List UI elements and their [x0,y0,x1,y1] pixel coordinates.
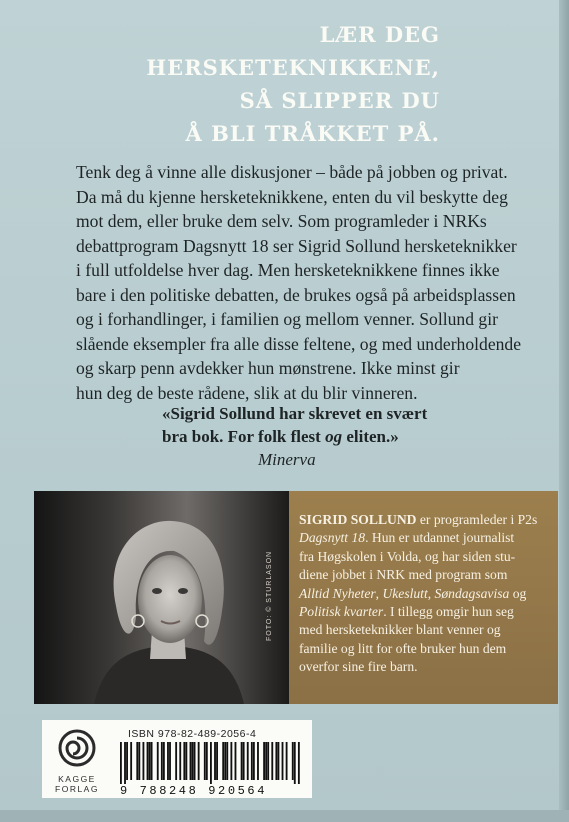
author-photo [34,491,289,704]
bio-program-title: Søndagsavisa [434,585,510,601]
spiral-logo-icon [42,720,112,774]
quote-line: «Sigrid Sollund har skrevet en svært [162,404,428,423]
blurb-line: Tenk deg å vinne alle diskusjoner – både på jobben og privat. [76,162,508,182]
bio-text: , [427,585,435,601]
bio-line [299,511,551,529]
barcode-panel [42,720,312,798]
cover-bottom-edge [0,810,569,822]
quote-emphasis: og [325,427,343,446]
bio-text: . Hun er utdannet journalist [365,530,515,546]
bio-line [299,529,551,547]
barcode-icon [120,742,300,784]
blurb-line: i full utfoldelse hver dag. Men hersketeknikkene finnes ikke [76,260,500,280]
blurb-line: bare i den politiske debatten, de brukes også på arbeidsplassen [76,284,516,305]
bio-text: og [509,585,527,601]
bio-text: , [375,585,383,601]
bio-line: med hersketeknikker blant venner og [299,622,501,638]
blurb-line: og i forhandlinger, i familien og mellom venner. Sollund gir [76,309,498,329]
author-portrait-image [34,491,289,704]
author-bio [299,511,551,677]
blurb-line: slående eksempler fra alle disse feltene, og med underholdende [76,333,522,354]
publisher-name-line: FORLAG [55,784,99,794]
isbn: ISBN 978-82-489-2056-4 [128,728,257,740]
quote-text: bra bok. For folk flest [162,427,326,446]
blurb-line: og skarp penn avdekker hun mønstrene. Ikke minst gir [76,358,460,378]
bio-program-title: Dagsnytt 18 [299,530,366,546]
bio-line: familie og litt for ofte bruker hun dem [299,640,507,656]
bio-line: overfor sine fire barn. [299,659,418,675]
quote-line [162,425,432,448]
bio-line [299,585,551,603]
bio-program-title: Ukeslutt [382,585,428,601]
author-band [34,491,558,704]
blurb [76,160,522,405]
author-bio-panel [289,491,558,704]
headline-line: SÅ SLIPPER DU [239,88,440,113]
headline-line: Å BLI TRÅKKET PÅ. [185,121,440,146]
publisher-logo [42,720,112,798]
bio-program-title: Politisk kvarter [299,604,384,620]
blurb-line: debattprogram Dagsnytt 18 ser Sigrid Sollund hersketeknikker [76,235,517,256]
blurb-line: hun deg de beste rådene, slik at du blir vinneren. [76,382,418,403]
headline-line: HERSKETEKNIKKENE, [146,55,440,80]
author-name: SIGRID SOLLUND [299,512,417,527]
blurb-line: mot dem, eller bruke dem selv. Som programleder i NRKs [76,211,487,231]
photo-credit: FOTO: © STURLASON [266,550,273,641]
bio-line: diene jobbet i NRK med program som [299,567,508,583]
review-quote [162,402,432,471]
headline-line: LÆR DEG [319,22,440,47]
publisher-name-line: KAGGE [58,774,96,784]
bio-text: . I tillegg omgir hun seg [383,604,514,620]
bio-program-title: Alltid Nyheter [299,585,376,601]
blurb-line: Da må du kjenne hersketeknikkene, enten du vil beskytte deg [76,186,508,207]
bio-line: fra Høgskolen i Volda, og har siden stu- [299,548,516,564]
bio-text: er programleder i P2s [419,512,538,527]
bio-line [299,603,551,621]
headline [40,18,440,150]
quote-text: eliten.» [342,427,399,446]
barcode-number: 9 788248 920564 [120,784,268,798]
quote-source: Minerva [258,450,316,469]
spine-edge [559,0,569,822]
publisher-name [42,774,112,794]
